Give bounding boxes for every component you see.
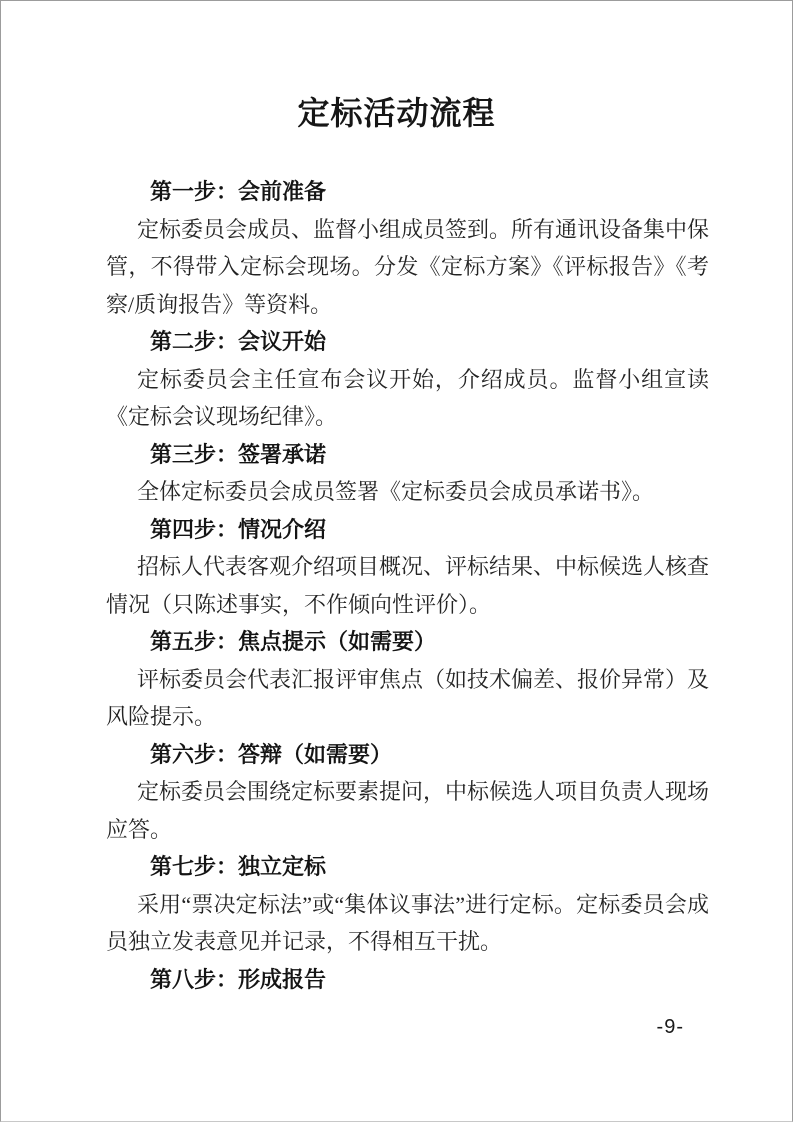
step-paragraph: 评标委员会代表汇报评审焦点（如技术偏差、报价异常）及风险提示。 xyxy=(106,666,710,729)
step-section xyxy=(106,623,709,736)
step-heading: 第八步：形成报告 xyxy=(150,966,327,992)
step-paragraph: 定标委员会围绕定标要素提问，中标候选人项目负责人现场应答。 xyxy=(106,779,710,842)
step-section xyxy=(106,323,709,436)
step-heading: 第七步：独立定标 xyxy=(150,854,327,879)
document-title: 定标活动流程 xyxy=(297,95,496,131)
step-heading: 第六步：答辩（如需要） xyxy=(150,741,393,767)
step-paragraph: 定标委员会成员、监督小组成员签到。所有通讯设备集中保管，不得带入定标会现场。分发《定标方案》《评标报告》《考察/质询报告》等资料。 xyxy=(106,216,710,317)
step-section xyxy=(106,173,709,323)
step-section xyxy=(106,961,709,999)
page-number: -9- xyxy=(656,1016,684,1038)
step-section xyxy=(106,848,709,961)
step-heading: 第五步：焦点提示（如需要） xyxy=(150,629,437,654)
step-section xyxy=(106,436,709,511)
step-paragraph: 招标人代表客观介绍项目概况、评标结果、中标候选人核查情况（只陈述事实，不作倾向性评价）。 xyxy=(106,554,710,617)
step-heading: 第一步：会前准备 xyxy=(150,179,327,204)
step-heading: 第二步：会议开始 xyxy=(150,329,327,354)
document-body xyxy=(106,173,709,998)
step-paragraph: 采用“票决定标法”或“集体议事法”进行定标。定标委员会成员独立发表意见并记录，不得相互干扰。 xyxy=(106,891,709,954)
step-section xyxy=(106,736,709,849)
step-section xyxy=(106,511,709,624)
step-paragraph: 全体定标委员会成员签署《定标委员会成员承诺书》。 xyxy=(137,479,655,504)
step-paragraph: 定标委员会主任宣布会议开始，介绍成员。监督小组宣读《定标会议现场纪律》。 xyxy=(106,366,709,429)
step-heading: 第四步：情况介绍 xyxy=(150,516,327,542)
step-heading: 第三步：签署承诺 xyxy=(150,441,327,467)
